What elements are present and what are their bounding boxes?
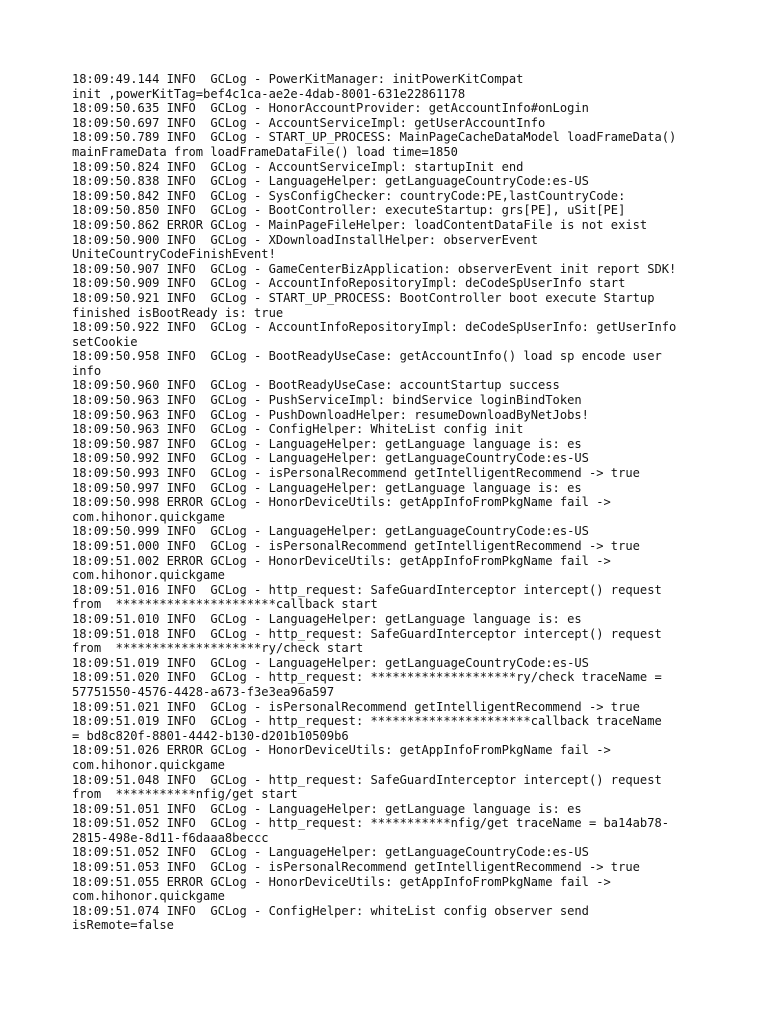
log-line: 18:09:50.824 INFO GCLog - AccountServiceImpl: startupInit end (72, 159, 524, 174)
log-line: 18:09:51.020 INFO GCLog - http_request: ********************ry/check traceName = (72, 670, 662, 685)
log-line: finished isBootReady is: true (72, 305, 284, 320)
log-line: 18:09:51.074 INFO GCLog - ConfigHelper: whiteList config observer send (72, 903, 589, 918)
log-line: 18:09:50.900 INFO GCLog - XDownloadInstallHelper: observerEvent (72, 232, 538, 247)
log-line: 18:09:51.010 INFO GCLog - LanguageHelper: getLanguage language is: es (72, 611, 582, 626)
log-line: com.hihonor.quickgame (72, 757, 225, 772)
log-line: from ********************ry/check start (72, 641, 364, 656)
log-line: 18:09:50.862 ERROR GCLog - MainPageFileHelper: loadContentDataFile is not exist (72, 217, 648, 232)
log-line: com.hihonor.quickgame (72, 509, 225, 524)
log-line: 18:09:50.838 INFO GCLog - LanguageHelper: getLanguageCountryCode:es-US (72, 174, 589, 189)
log-line: 18:09:51.002 ERROR GCLog - HonorDeviceUtils: getAppInfoFromPkgName fail -> (72, 553, 611, 568)
log-line: 18:09:51.016 INFO GCLog - http_request: SafeGuardInterceptor intercept() request (72, 582, 662, 597)
log-line: 18:09:50.958 INFO GCLog - BootReadyUseCase: getAccountInfo() load sp encode user (72, 349, 662, 364)
log-line: 18:09:51.019 INFO GCLog - LanguageHelper: getLanguageCountryCode:es-US (72, 655, 589, 670)
log-line: from ***********nfig/get start (72, 787, 298, 802)
log-line: 2815-498e-8d11-f6daaa8beccc (72, 830, 269, 845)
log-document (72, 72, 712, 933)
log-line: 18:09:51.000 INFO GCLog - isPersonalRecommend getIntelligentRecommend -> true (72, 539, 640, 553)
log-line: 18:09:50.635 INFO GCLog - HonorAccountProvider: getAccountInfo#onLogin (72, 101, 589, 116)
log-line: 18:09:50.922 INFO GCLog - AccountInfoRepositoryImpl: deCodeSpUserInfo: getUserInfo (72, 320, 677, 335)
log-line: 18:09:50.960 INFO GCLog - BootReadyUseCase: accountStartup success (72, 378, 560, 393)
log-line: mainFrameData from loadFrameDataFile() load time=1850 (72, 144, 458, 159)
log-line: com.hihonor.quickgame (72, 568, 225, 583)
log-line: 18:09:50.907 INFO GCLog - GameCenterBizApplication: observerEvent init report SDK! (72, 261, 677, 276)
log-line: isRemote=false (72, 918, 174, 933)
log-line: 18:09:51.048 INFO GCLog - http_request: SafeGuardInterceptor intercept() request (72, 772, 662, 787)
log-line: 18:09:50.909 INFO GCLog - AccountInfoRepositoryImpl: deCodeSpUserInfo start (72, 276, 626, 291)
log-line: 18:09:51.018 INFO GCLog - http_request: SafeGuardInterceptor intercept() request (72, 626, 662, 641)
log-line: 18:09:51.021 INFO GCLog - isPersonalRecommend getIntelligentRecommend -> true (72, 699, 640, 714)
log-line: init ,powerKitTag=bef4c1ca-ae2e-4dab-8001-631e22861178 (72, 86, 466, 101)
log-line: info (72, 363, 102, 378)
log-line: 18:09:51.052 INFO GCLog - http_request: ***********nfig/get traceName = ba14ab78- (72, 816, 670, 831)
log-line: 18:09:50.963 INFO GCLog - PushServiceImpl: bindService loginBindToken (72, 393, 582, 408)
log-line: 18:09:50.963 INFO GCLog - PushDownloadHelper: resumeDownloadByNetJobs! (72, 407, 589, 422)
log-line: 18:09:51.026 ERROR GCLog - HonorDeviceUtils: getAppInfoFromPkgName fail -> (72, 743, 611, 758)
log-line: 18:09:50.999 INFO GCLog - LanguageHelper: getLanguageCountryCode:es-US (72, 524, 589, 539)
log-line: UniteCountryCodeFinishEvent! (72, 247, 276, 262)
log-line: 18:09:50.842 INFO GCLog - SysConfigChecker: countryCode:PE,lastCountryCode: (72, 188, 626, 203)
log-line: 18:09:50.963 INFO GCLog - ConfigHelper: WhiteList config init (72, 422, 524, 437)
log-line: 18:09:50.850 INFO GCLog - BootController: executeStartup: grs[PE], uSit[PE] (72, 203, 626, 218)
log-line: 18:09:50.921 INFO GCLog - START_UP_PROCESS: BootController boot execute Startup (72, 290, 655, 305)
log-line: 57751550-4576-4428-a673-f3e3ea96a597 (72, 684, 335, 699)
log-line: 18:09:50.993 INFO GCLog - isPersonalRecommend getIntelligentRecommend -> true (72, 466, 640, 481)
log-line: 18:09:51.019 INFO GCLog - http_request: **********************callback traceName (72, 714, 662, 729)
log-line: 18:09:50.987 INFO GCLog - LanguageHelper: getLanguage language is: es (72, 436, 582, 451)
log-line: 18:09:51.053 INFO GCLog - isPersonalRecommend getIntelligentRecommend -> true (72, 860, 640, 875)
log-line: from **********************callback start (72, 597, 378, 612)
log-line: 18:09:50.998 ERROR GCLog - HonorDeviceUtils: getAppInfoFromPkgName fail -> (72, 495, 611, 510)
log-line: 18:09:51.051 INFO GCLog - LanguageHelper: getLanguage language is: es (72, 801, 582, 816)
log-line: 18:09:51.052 INFO GCLog - LanguageHelper: getLanguageCountryCode:es-US (72, 845, 589, 860)
log-line: 18:09:49.144 INFO GCLog - PowerKitManager: initPowerKitCompat (72, 72, 524, 86)
log-line: 18:09:51.055 ERROR GCLog - HonorDeviceUtils: getAppInfoFromPkgName fail -> (72, 874, 611, 889)
log-line: com.hihonor.quickgame (72, 889, 225, 904)
log-line: 18:09:50.697 INFO GCLog - AccountServiceImpl: getUserAccountInfo (72, 115, 546, 130)
log-line: 18:09:50.789 INFO GCLog - START_UP_PROCESS: MainPageCacheDataModel loadFrameData() (72, 130, 677, 145)
log-line: 18:09:50.992 INFO GCLog - LanguageHelper: getLanguageCountryCode:es-US (72, 451, 589, 466)
log-line: setCookie (72, 334, 138, 349)
log-line: = bd8c820f-8801-4442-b130-d201b10509b6 (72, 728, 349, 743)
log-line: 18:09:50.997 INFO GCLog - LanguageHelper: getLanguage language is: es (72, 480, 582, 495)
